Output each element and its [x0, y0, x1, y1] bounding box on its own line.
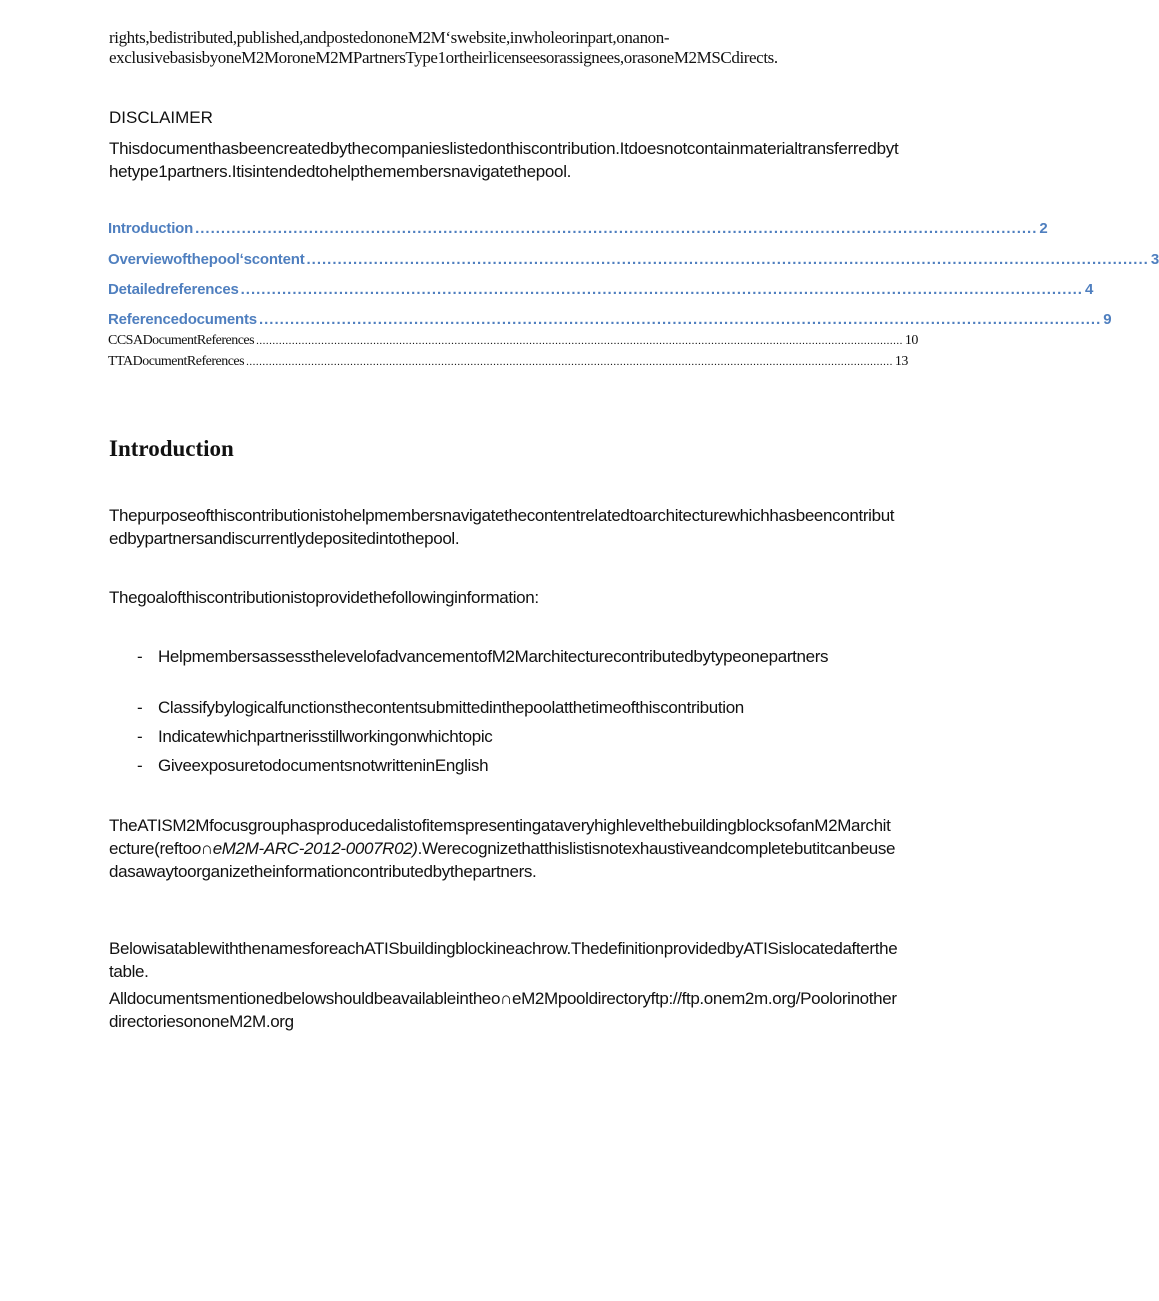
bullet-text: GiveexposuretodocumentsnotwritteninEnglish: [158, 756, 489, 775]
toc-page-number: 2: [1039, 220, 1048, 237]
list-item: [137, 754, 897, 777]
disclaimer-title: DISCLAIMER: [109, 108, 213, 127]
toc-label: Introduction: [108, 220, 194, 237]
bullet-text: HelpmembersassessthelevelofadvancementofM2Marchitecturecontributedbytypeonepartners: [158, 647, 829, 666]
bullet-text: Indicatewhichpartnerisstillworkingonwhichtopic: [158, 727, 493, 746]
rights-text: rights,bedistributed,published,andpostedononeM2Mʻswebsite,inwholeorinpart,onanon-exclusivebasisbyoneM2MoroneM2MPartnersType1ortheirlicenseesorassignees,orasoneM2MSCdirects.: [109, 28, 778, 67]
toc-page-number: 10: [904, 333, 918, 348]
toc-leader: .......................................................................................................................................................................................................: [246, 356, 893, 368]
toc-entry-detailed-references[interactable]: [108, 281, 1094, 298]
toc-label: Detailedreferences: [108, 281, 239, 298]
toc-leader: ...................................................................................................................................................................: [195, 220, 1038, 237]
intro-paragraph-pool-directory: Alldocumentsmentionedbelowshouldbeavailableintheo∩eM2Mpooldirectoryftp://ftp.onem2m.org/PoolorinotherdirectoriesononeM2M.org: [109, 989, 897, 1031]
toc-entry-introduction[interactable]: [108, 220, 1048, 237]
list-item: [137, 645, 897, 668]
toc-page-number: 9: [1103, 311, 1112, 328]
toc-leader: ...................................................................................................................................................................: [306, 251, 1149, 268]
intro-paragraph-table: BelowisatablewiththenamesforeachATISbuildingblockineachrow.ThedefinitionprovidedbyATISislocatedafterthetable.: [109, 939, 898, 981]
bullet-dash: -: [137, 647, 143, 666]
list-item: [137, 725, 897, 748]
toc-page-number: 3: [1150, 251, 1159, 268]
toc-entry-reference-documents[interactable]: [108, 311, 1112, 328]
introduction-heading: Introduction: [109, 436, 234, 461]
intro-paragraph-goal: Thegoalofthiscontributionistoprovidethefollowinginformation:: [109, 588, 539, 607]
toc-entry-ccsa[interactable]: [108, 333, 918, 349]
toc-label: Referencedocuments: [108, 311, 257, 328]
toc-page-number: 13: [894, 354, 908, 369]
bullet-dash: -: [137, 756, 143, 775]
toc-leader: ...................................................................................................................................................................: [258, 311, 1102, 328]
atis-text-start: TheATISM2MfocusgrouphasproducedalistofitemspresentingataveryhighlevelthebuildingblocksofanM2Marchitecture(refto: [109, 816, 891, 858]
toc-entry-overview[interactable]: [108, 251, 1159, 268]
bullet-dash: -: [137, 727, 143, 746]
toc-leader: .......................................................................................................................................................................................................: [256, 335, 903, 347]
atis-text-end: .Werecognizethatthislistisnotexhaustiveandcompletebutitcanbeusedasawaytoorganizetheinformationcontributedbythepartners.: [109, 839, 896, 881]
toc-page-number: 4: [1084, 281, 1094, 298]
list-item: [137, 696, 897, 719]
bullet-text: Classifybylogicalfunctionsthecontentsubmittedinthepoolatthetimeofthiscontribution: [158, 698, 744, 717]
toc-label: CCSADocumentReferences: [108, 333, 255, 348]
intro-paragraph-purpose: Thepurposeofthiscontributionistohelpmembersnavigatethecontentrelatedtoarchitecturewhichhasbeencontributedbypartnersandiscurrentlydepositedintothepool.: [109, 506, 895, 548]
intro-paragraph-atis: [109, 814, 899, 883]
document-reference: o∩eM2M-ARC-2012-0007R02): [191, 839, 418, 858]
toc-leader: ...................................................................................................................................................................: [240, 281, 1083, 298]
disclaimer-body: Thisdocumenthasbeencreatedbythecompanieslistedonthiscontribution.Itdoesnotcontainmaterialtransferredbythetype1partners.Itisintendedtohelpthemembersnavigatethepool.: [109, 139, 899, 181]
toc-label: Overviewofthepoolʻscontent: [108, 251, 305, 268]
toc-entry-tta[interactable]: [108, 354, 908, 370]
bullet-dash: -: [137, 698, 143, 717]
toc-label: TTADocumentReferences: [108, 354, 245, 369]
